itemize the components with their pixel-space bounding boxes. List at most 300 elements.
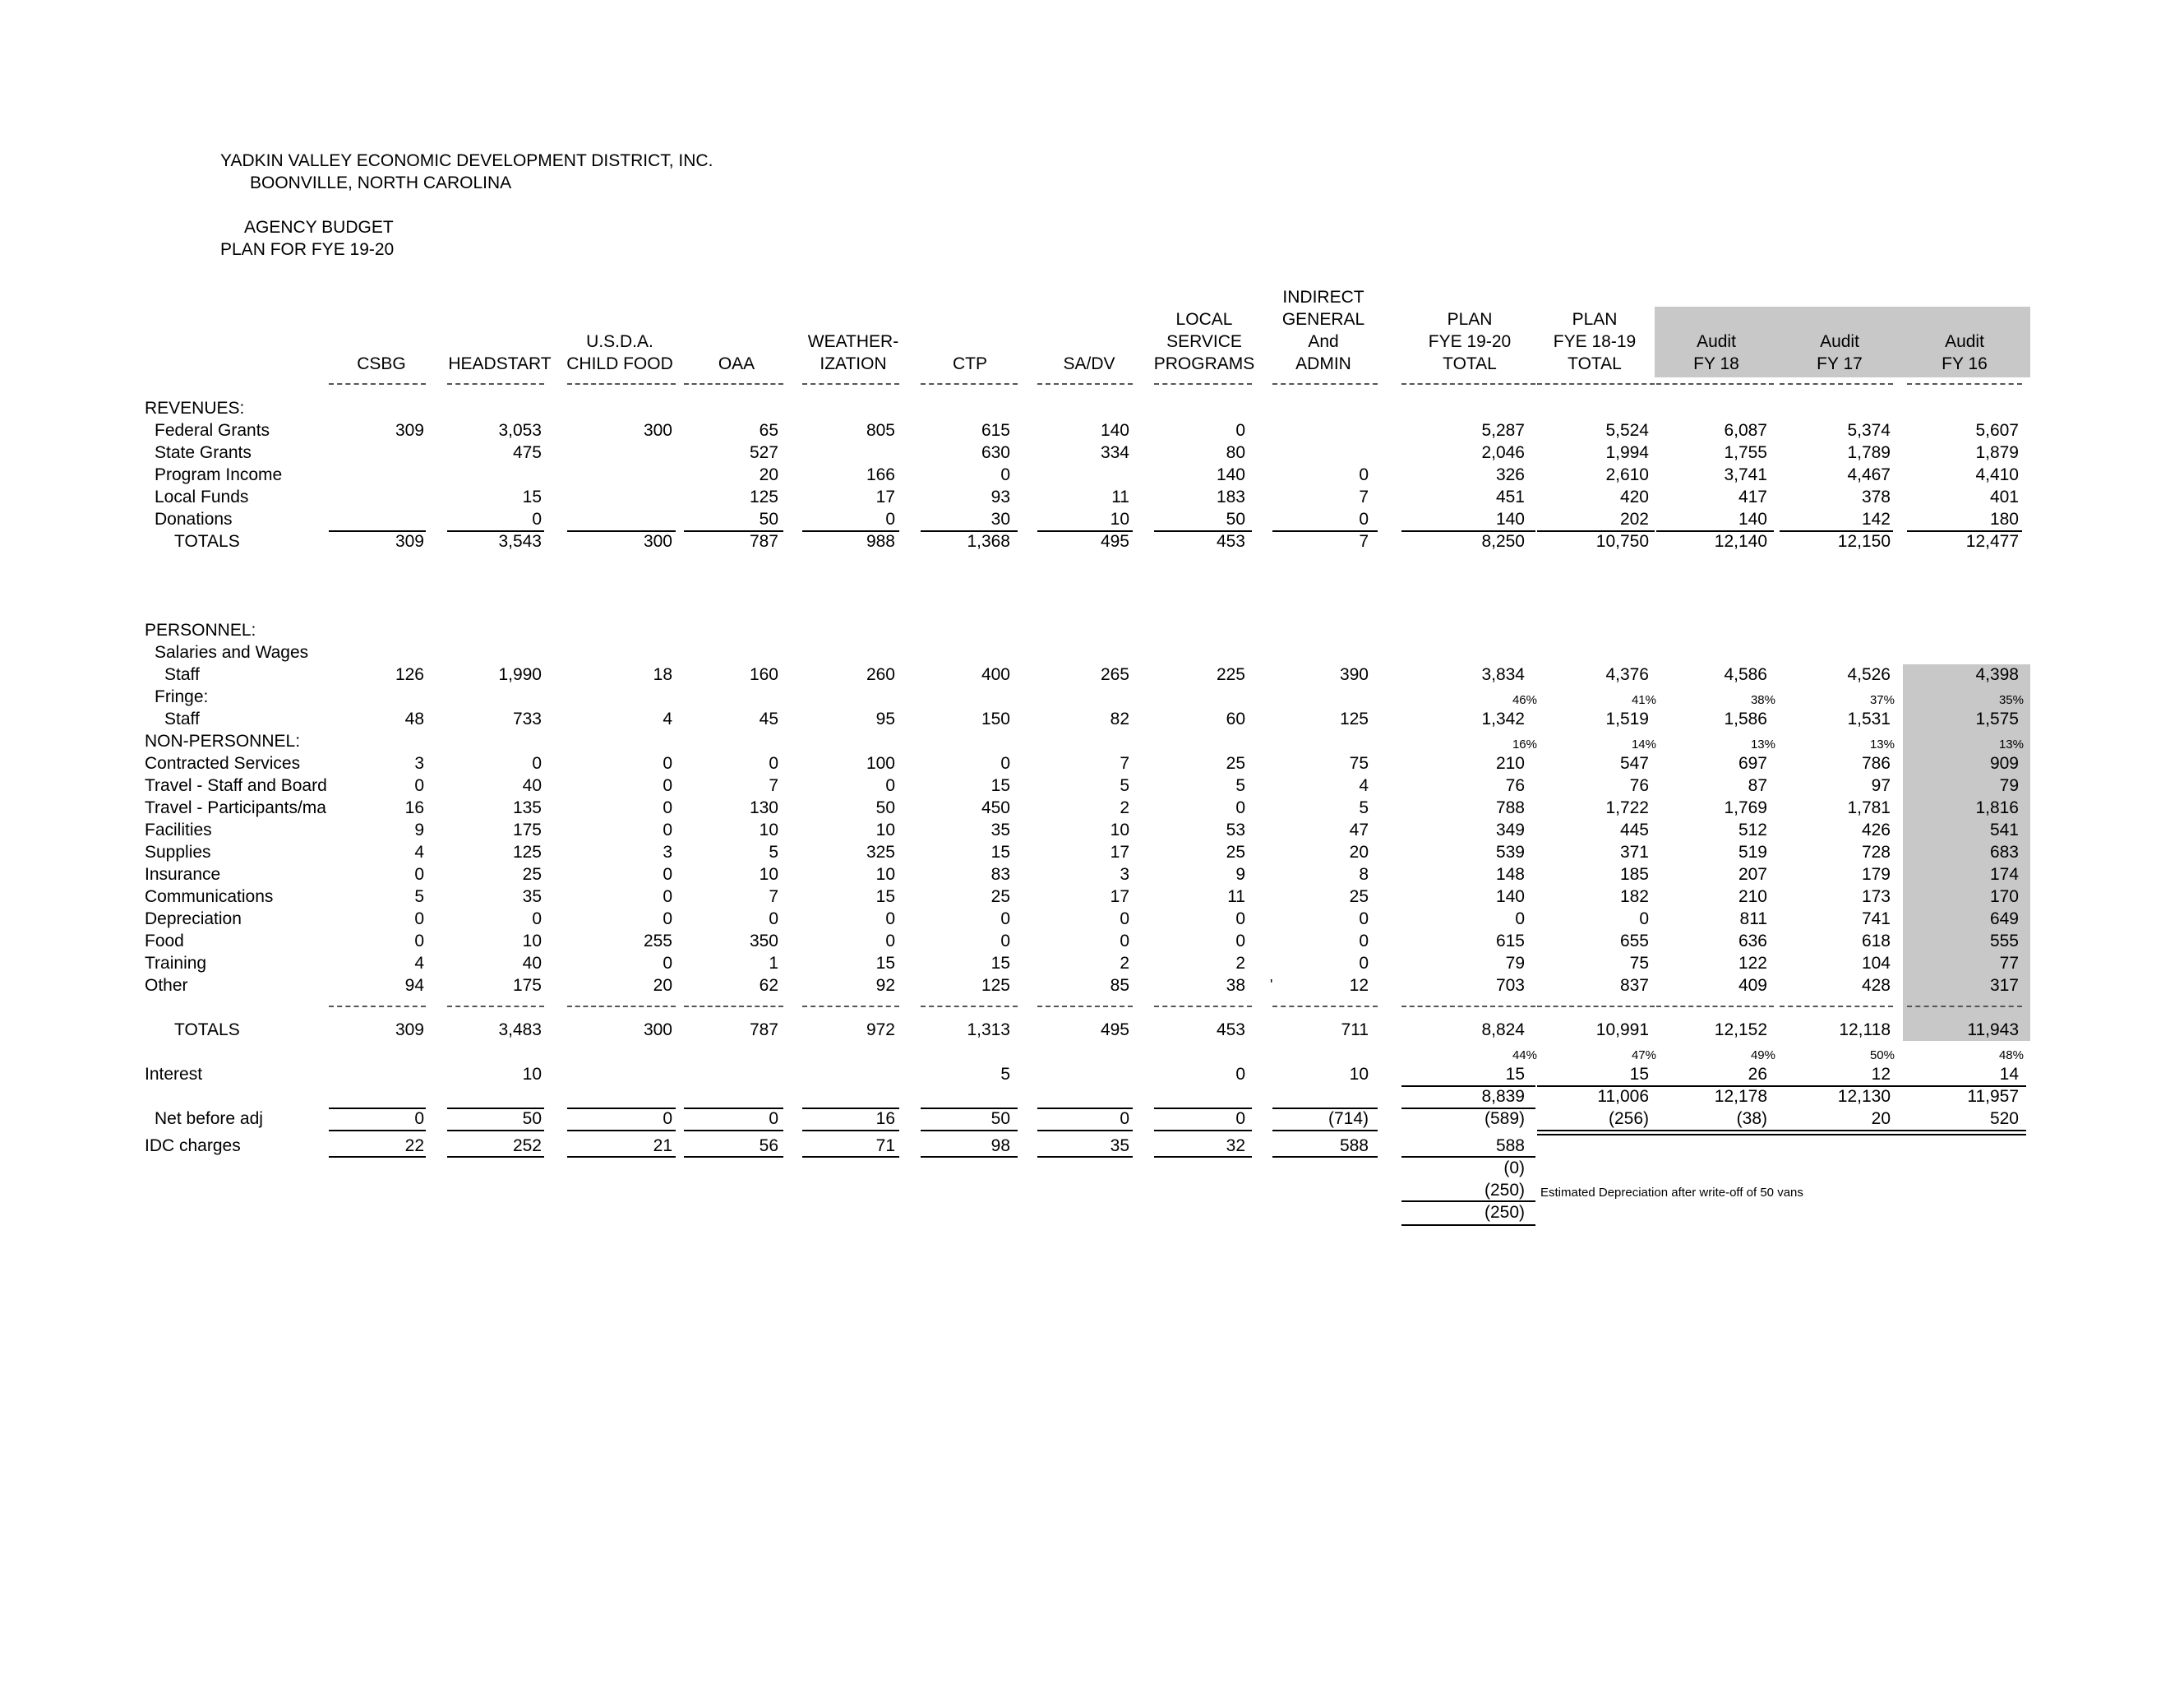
row-label: Insurance [145,865,221,884]
row-label: Facilities [145,821,212,839]
value-cell: 140 [1100,421,1129,440]
adjustment-rule [1401,1224,1535,1226]
value-cell: 2 [1120,954,1129,973]
percent-cell: 46% [1512,693,1537,707]
net-underline [921,1130,1018,1131]
percent-cell: 47% [1631,1048,1656,1062]
value-cell: 142 [1861,510,1891,529]
value-cell: 371 [1619,843,1649,862]
row-label: Training [145,954,207,973]
value-cell: 21 [653,1136,672,1155]
value-cell: 703 [1495,976,1525,995]
value-cell: 100 [866,754,895,773]
net-underline [1154,1130,1252,1131]
net-rule [1037,1108,1133,1109]
subtotal-dashed-rule [1272,1006,1378,1007]
value-cell: 0 [663,776,672,795]
value-cell: 4,467 [1847,465,1891,484]
value-cell: 125 [981,976,1010,995]
value-cell: 175 [512,976,542,995]
value-cell: 1,722 [1605,798,1649,817]
percent-cell: 14% [1631,738,1656,752]
value-cell: 93 [990,488,1010,506]
value-cell: 0 [663,887,672,906]
value-cell: 7 [769,887,778,906]
value-cell: 0 [414,865,424,884]
value-cell: 125 [1339,710,1369,728]
subtotal-dashed-rule [802,1006,899,1007]
value-cell: 0 [885,932,895,950]
value-cell: 495 [1100,532,1129,551]
column-header: SA/DV [1063,354,1115,373]
row-label: TOTALS [174,532,240,551]
percent-cell: 35% [1998,693,2024,707]
net-underline [329,1130,426,1131]
value-cell: 252 [512,1136,542,1155]
percent-cell: 48% [1998,1048,2024,1062]
idc-underline [802,1156,899,1158]
value-cell: 649 [1989,909,2019,928]
value-cell: 0 [663,754,672,773]
value-cell: 350 [749,932,778,950]
value-cell: 20 [653,976,672,995]
percent-cell: 49% [1750,1048,1775,1062]
value-cell: 15 [875,887,895,906]
value-cell: 50 [522,1109,542,1128]
value-cell: 475 [512,443,542,462]
value-cell: 75 [1629,954,1649,973]
value-cell: 25 [1349,887,1369,906]
value-cell: 588 [1495,1136,1525,1155]
value-cell: 65 [759,421,778,440]
subtotal-rule [1780,530,1893,532]
value-cell: 495 [1100,1020,1129,1039]
value-cell: (38) [1736,1109,1767,1128]
header-dashed-rule [567,383,676,385]
header-dashed-rule [1656,383,1774,385]
value-cell: 16 [875,1109,895,1128]
value-cell: 20 [759,465,778,484]
net-rule [684,1108,783,1109]
net-rule [1154,1108,1252,1109]
value-cell: 255 [643,932,672,950]
value-cell: 539 [1495,843,1525,862]
value-cell: 77 [1999,954,2019,973]
value-cell: 4,398 [1975,665,2019,684]
value-cell: 12,477 [1965,532,2019,551]
value-cell: 174 [1989,865,2019,884]
value-cell: 837 [1619,976,1649,995]
value-cell: 1,994 [1605,443,1649,462]
value-cell: 0 [1359,465,1369,484]
value-cell: 655 [1619,932,1649,950]
row-label: Salaries and Wages [155,643,309,662]
value-cell: 0 [1235,798,1245,817]
value-cell: 445 [1619,821,1649,839]
idc-underline [1272,1156,1378,1158]
value-cell: 0 [885,510,895,529]
column-header: Audit FY 18 [1693,332,1739,373]
value-cell: 25 [1226,843,1245,862]
value-cell: 2 [1235,954,1245,973]
value-cell: 18 [653,665,672,684]
value-cell: 9 [1235,865,1245,884]
subtotal-rule [1907,530,2022,532]
idc-underline [567,1156,676,1158]
value-cell: 0 [414,932,424,950]
subtotal-rule [329,530,426,532]
percent-cell: 13% [1869,738,1895,752]
value-cell: 4 [414,843,424,862]
net-rule [1401,1108,1535,1109]
value-cell: 62 [759,976,778,995]
value-cell: 1 [769,954,778,973]
value-cell: 972 [866,1020,895,1039]
subtotal-dashed-rule [567,1006,676,1007]
column-header: Audit FY 16 [1942,332,1988,373]
value-cell: 40 [522,776,542,795]
net-rule [447,1108,544,1109]
value-cell: 3,741 [1724,465,1767,484]
net-underline [567,1130,676,1131]
column-header: HEADSTART [448,354,552,373]
value-cell: 451 [1495,488,1525,506]
value-cell: 0 [769,754,778,773]
value-cell: 0 [1000,932,1010,950]
value-cell: 0 [1359,510,1369,529]
percent-cell: 37% [1869,693,1895,707]
net-double-rule [1537,1130,2026,1135]
idc-underline [329,1156,426,1158]
value-cell: 0 [1235,909,1245,928]
value-cell: 788 [1495,798,1525,817]
row-label: Communications [145,887,274,906]
value-cell: 79 [1505,954,1525,973]
value-cell: 527 [749,443,778,462]
value-cell: 1,575 [1975,710,2019,728]
idc-underline [1154,1156,1252,1158]
value-cell: 5 [1359,798,1369,817]
value-cell: 326 [1495,465,1525,484]
value-cell: 0 [663,909,672,928]
header-dashed-rule [1401,383,1535,385]
value-cell: 8 [1359,865,1369,884]
value-cell: 453 [1216,1020,1245,1039]
column-header: U.S.D.A. CHILD FOOD [566,332,673,373]
row-label: TOTALS [174,1020,240,1039]
percent-cell: 38% [1750,693,1775,707]
percent-cell: 16% [1512,738,1537,752]
value-cell: 728 [1861,843,1891,862]
value-cell: 60 [1226,710,1245,728]
value-cell: 50 [759,510,778,529]
value-cell: 787 [749,532,778,551]
subtotal-rule [1037,530,1133,532]
value-cell: (589) [1484,1109,1525,1128]
value-cell: 1,769 [1724,798,1767,817]
value-cell: 94 [404,976,424,995]
net-rule [1272,1108,1378,1109]
idc-underline [447,1156,544,1158]
value-cell: 140 [1495,887,1525,906]
value-cell: 805 [866,421,895,440]
value-cell: 541 [1989,821,2019,839]
value-cell: 35 [1110,1136,1129,1155]
header-dashed-rule [447,383,544,385]
value-cell: 17 [875,488,895,506]
value-cell: 10 [1349,1065,1369,1084]
value-cell: 85 [1110,976,1129,995]
row-label: NON-PERSONNEL: [145,732,301,751]
value-cell: 733 [512,710,542,728]
value-cell: 82 [1110,710,1129,728]
value-cell: 7 [1359,532,1369,551]
subtotal-rule [1537,530,1655,532]
idc-underline [684,1156,783,1158]
column-header: Audit FY 17 [1817,332,1863,373]
value-cell: 10 [522,932,542,950]
value-cell: 426 [1861,821,1891,839]
value-cell: 80 [1226,443,1245,462]
subtotal-rule [921,530,1018,532]
value-cell: 10 [1110,510,1129,529]
value-cell: 1,755 [1724,443,1767,462]
value-cell: 260 [866,665,895,684]
column-header: PLAN FYE 18-19 TOTAL [1553,310,1637,373]
value-cell: 40 [522,954,542,973]
value-cell: 630 [981,443,1010,462]
value-cell: 4 [663,710,672,728]
value-cell: 135 [512,798,542,817]
column-header: LOCAL SERVICE PROGRAMS [1153,310,1255,373]
value-cell: 334 [1100,443,1129,462]
value-cell: 11 [1227,887,1245,906]
value-cell: 0 [414,1109,424,1128]
percent-cell: 50% [1869,1048,1895,1062]
header-dashed-rule [1154,383,1252,385]
header-dashed-rule [1272,383,1378,385]
value-cell: 378 [1861,488,1891,506]
value-cell: 409 [1738,976,1767,995]
value-cell: 75 [1349,754,1369,773]
subtotal-dashed-rule [329,1006,426,1007]
value-cell: 10,750 [1595,532,1649,551]
net-rule [921,1108,1018,1109]
value-cell: 50 [875,798,895,817]
subtotal-dashed-rule [1154,1006,1252,1007]
row-label: Travel - Staff and Board [145,776,327,795]
value-cell: 7 [769,776,778,795]
row-label: Contracted Services [145,754,301,773]
value-cell: 1,368 [967,532,1010,551]
value-cell: 7 [1120,754,1129,773]
value-cell: 4,376 [1605,665,1649,684]
value-cell: 104 [1861,954,1891,973]
value-cell: 547 [1619,754,1649,773]
value-cell: 183 [1216,488,1245,506]
value-cell: 3 [414,754,424,773]
subtotal-rule [567,530,676,532]
value-cell: 48 [404,710,424,728]
value-cell: 15 [990,843,1010,862]
value-cell: 4,586 [1724,665,1767,684]
column-header: WEATHER- IZATION [807,332,899,373]
value-cell: 0 [532,909,542,928]
value-cell: 76 [1629,776,1649,795]
column-header: OAA [718,354,755,373]
value-cell: 0 [1359,932,1369,950]
value-cell: 0 [1515,909,1525,928]
value-cell: 160 [749,665,778,684]
column-header: PLAN FYE 19-20 TOTAL [1428,310,1512,373]
row-label: IDC charges [145,1136,241,1155]
value-cell: 50 [1226,510,1245,529]
value-cell: 126 [395,665,424,684]
value-cell: 519 [1738,843,1767,862]
value-cell: 15 [1629,1065,1649,1084]
subtotal-rule [1656,530,1774,532]
value-cell: 12,152 [1714,1020,1767,1039]
row-label: Depreciation [145,909,242,928]
value-cell: 12,150 [1837,532,1891,551]
document-title: AGENCY BUDGET [244,218,394,237]
plan-period: PLAN FOR FYE 19-20 [220,240,395,259]
value-cell: 125 [749,488,778,506]
value-cell: 12,178 [1714,1087,1767,1106]
value-cell: 0 [414,909,424,928]
value-cell: 79 [1999,776,2019,795]
value-cell: 30 [990,510,1010,529]
value-cell: 53 [1226,821,1245,839]
value-cell: 22 [404,1136,424,1155]
value-cell: 11,943 [1967,1020,2019,1039]
value-cell: 10 [1110,821,1129,839]
subtotal-dashed-rule [1037,1006,1133,1007]
value-cell: 10 [759,821,778,839]
value-cell: 185 [1619,865,1649,884]
value-cell: 5,374 [1847,421,1891,440]
value-cell: 47 [1349,821,1369,839]
row-label: PERSONNEL: [145,621,256,640]
value-cell: 5 [414,887,424,906]
value-cell: 166 [866,465,895,484]
value-cell: 0 [1359,909,1369,928]
value-cell: 12,118 [1839,1020,1891,1039]
value-cell: 38 [1226,976,1245,995]
value-cell: 0 [1000,754,1010,773]
depreciation-note: Estimated Depreciation after write-off of 50 vans [1540,1186,1803,1200]
net-underline [684,1130,783,1131]
value-cell: 225 [1216,665,1245,684]
value-cell: 618 [1861,932,1891,950]
row-label: Interest [145,1065,203,1084]
value-cell: 5,524 [1605,421,1649,440]
value-cell: 400 [981,665,1010,684]
header-dashed-rule [1907,383,2022,385]
row-label: Local Funds [155,488,249,506]
value-cell: 3 [663,843,672,862]
net-underline [447,1130,544,1131]
value-cell: (714) [1327,1109,1369,1128]
value-cell: 125 [512,843,542,862]
value-cell: 122 [1738,954,1767,973]
value-cell: 11,957 [1967,1087,2019,1106]
value-cell: 0 [1120,909,1129,928]
header-dashed-rule [1780,383,1893,385]
header-dashed-rule [684,383,783,385]
row-label: Federal Grants [155,421,270,440]
value-cell: 811 [1739,909,1767,928]
value-cell: 0 [769,1109,778,1128]
value-cell: 25 [1226,754,1245,773]
value-cell: 98 [990,1136,1010,1155]
row-label: Donations [155,510,233,529]
value-cell: 10 [759,865,778,884]
value-cell: (256) [1608,1109,1649,1128]
value-cell: 450 [981,798,1010,817]
value-cell: 10 [875,821,895,839]
row-label: Fringe: [155,687,209,706]
value-cell: 8,824 [1481,1020,1525,1039]
value-cell: 1,990 [498,665,542,684]
value-cell: 0 [1235,1065,1245,1084]
value-cell: 0 [1120,1109,1129,1128]
value-cell: 741 [1861,909,1891,928]
subtotal-rule [684,530,783,532]
value-cell: 0 [1235,421,1245,440]
net-rule [329,1108,426,1109]
row-label: Travel - Participants/ma [145,798,326,817]
value-cell: 4,526 [1847,665,1891,684]
value-cell: 12 [1871,1065,1891,1084]
value-cell: 140 [1216,465,1245,484]
value-cell: 92 [875,976,895,995]
value-cell: 428 [1861,976,1891,995]
value-cell: (250) [1484,1203,1525,1222]
row-label: State Grants [155,443,252,462]
net-rule [567,1108,676,1109]
header-dashed-rule [921,383,1018,385]
value-cell: 35 [522,887,542,906]
value-cell: 175 [512,821,542,839]
value-cell: 300 [643,532,672,551]
value-cell: 12 [1349,976,1369,995]
value-cell: 25 [990,887,1010,906]
value-cell: 0 [885,776,895,795]
subtotal-rule [802,530,899,532]
value-cell: 182 [1619,887,1649,906]
value-cell: 0 [663,798,672,817]
value-cell: 15 [1505,1065,1525,1084]
value-cell: 179 [1861,865,1891,884]
subtotal-dashed-rule [1907,1006,2022,1007]
value-cell: 0 [532,754,542,773]
org-name: YADKIN VALLEY ECONOMIC DEVELOPMENT DISTRICT, INC. [220,151,713,170]
column-header: CSBG [357,354,406,373]
value-cell: 0 [1120,932,1129,950]
value-cell: 50 [990,1109,1010,1128]
subtotal-rule [1272,530,1378,532]
value-cell: 12,130 [1837,1087,1891,1106]
value-cell: 2,046 [1481,443,1525,462]
value-cell: 3,543 [498,532,542,551]
value-cell: 0 [663,821,672,839]
value-cell: 7 [1359,488,1369,506]
row-label: REVENUES: [145,399,245,418]
value-cell: 10,991 [1595,1020,1649,1039]
value-cell: 26 [1748,1065,1767,1084]
value-cell: 300 [643,421,672,440]
